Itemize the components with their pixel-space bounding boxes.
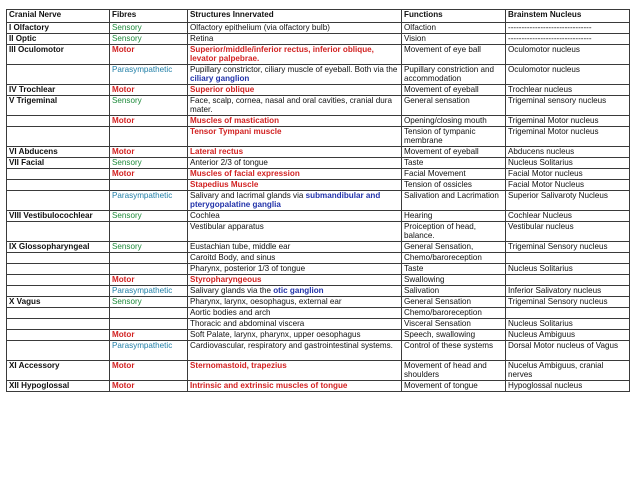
cell-fibre-type bbox=[110, 127, 188, 147]
cell-structures-innervated bbox=[188, 319, 402, 330]
structure-text: submandibular and pterygopalatine ganglia bbox=[190, 191, 381, 210]
cell-brainstem-nucleus: Nucleus Solitarius bbox=[506, 264, 630, 275]
cell-structures-innervated bbox=[188, 116, 402, 127]
table-row bbox=[7, 330, 630, 341]
cell-cranial-nerve: I Olfactory bbox=[7, 23, 110, 34]
cell-brainstem-nucleus: Vestibular nucleus bbox=[506, 222, 630, 242]
structure-text: otic ganglion bbox=[273, 286, 324, 295]
structure-text: ciliary ganglion bbox=[190, 74, 250, 84]
cell-brainstem-nucleus bbox=[506, 308, 630, 319]
structure-text: Stapedius Muscle bbox=[190, 180, 259, 189]
header-fibres: Fibres bbox=[110, 10, 188, 23]
cell-brainstem-nucleus: Nucleus Solitarius bbox=[506, 319, 630, 330]
cell-brainstem-nucleus: Nucleus Solitarius bbox=[506, 158, 630, 169]
cell-cranial-nerve bbox=[7, 341, 110, 361]
table-row bbox=[7, 127, 630, 147]
table-row bbox=[7, 264, 630, 275]
cell-cranial-nerve bbox=[7, 275, 110, 286]
cell-functions: Vision bbox=[402, 34, 506, 45]
cell-structures-innervated bbox=[188, 361, 402, 381]
cell-structures-innervated bbox=[188, 169, 402, 180]
table-row bbox=[7, 222, 630, 242]
cell-functions: Olfaction bbox=[402, 23, 506, 34]
structure-text: Face, scalp, cornea, nasal and oral cavities, cranial dura mater. bbox=[190, 96, 392, 115]
cell-cranial-nerve bbox=[7, 319, 110, 330]
cell-cranial-nerve bbox=[7, 330, 110, 341]
cell-fibre-type bbox=[110, 264, 188, 275]
cell-structures-innervated bbox=[188, 381, 402, 392]
cell-structures-innervated bbox=[188, 65, 402, 85]
structure-text: Lateral rectus bbox=[190, 147, 244, 156]
table-row bbox=[7, 211, 630, 222]
cell-fibre-type: Sensory bbox=[110, 242, 188, 253]
cell-functions: Hearing bbox=[402, 211, 506, 222]
cell-functions: Salivation bbox=[402, 286, 506, 297]
cell-structures-innervated bbox=[188, 85, 402, 96]
header-structures-innervated: Structures Innervated bbox=[188, 10, 402, 23]
structure-text: Styropharyngeous bbox=[190, 275, 262, 284]
cell-fibre-type: Motor bbox=[110, 381, 188, 392]
cell-cranial-nerve: IV Trochlear bbox=[7, 85, 110, 96]
cell-brainstem-nucleus: ------------------------------- bbox=[506, 34, 630, 45]
structure-text: Superior/middle/inferior rectus, inferior oblique, levator palpebrae. bbox=[190, 45, 374, 64]
structure-text: Pharynx, larynx, oesophagus, external ear bbox=[190, 297, 342, 306]
cell-fibre-type: Motor bbox=[110, 361, 188, 381]
table-row bbox=[7, 116, 630, 127]
cell-cranial-nerve: X Vagus bbox=[7, 297, 110, 308]
cell-structures-innervated bbox=[188, 308, 402, 319]
cell-brainstem-nucleus: Inferior Salivatory nucleus bbox=[506, 286, 630, 297]
cell-cranial-nerve: XI Accessory bbox=[7, 361, 110, 381]
table-row bbox=[7, 297, 630, 308]
cell-fibre-type: Sensory bbox=[110, 23, 188, 34]
table-row bbox=[7, 45, 630, 65]
cell-fibre-type: Motor bbox=[110, 169, 188, 180]
structure-text: Vestibular apparatus bbox=[190, 222, 264, 231]
cell-fibre-type bbox=[110, 308, 188, 319]
cell-cranial-nerve bbox=[7, 191, 110, 211]
cell-fibre-type: Parasympathetic bbox=[110, 341, 188, 361]
cell-cranial-nerve bbox=[7, 127, 110, 147]
cell-functions: Movement of eye ball bbox=[402, 45, 506, 65]
cell-fibre-type: Sensory bbox=[110, 158, 188, 169]
cell-cranial-nerve: V Trigeminal bbox=[7, 96, 110, 116]
cell-brainstem-nucleus: Trigeminal sensory nucleus bbox=[506, 96, 630, 116]
structure-text: Caroitd Body, and sinus bbox=[190, 253, 276, 262]
structure-text: Olfactory epithelium (via olfactory bulb) bbox=[190, 23, 330, 32]
table-body bbox=[7, 23, 630, 392]
structure-text: Intrinsic and extrinsic muscles of tongue bbox=[190, 381, 348, 390]
table-row bbox=[7, 308, 630, 319]
cell-structures-innervated bbox=[188, 330, 402, 341]
table-row bbox=[7, 85, 630, 96]
table-row bbox=[7, 319, 630, 330]
cell-fibre-type: Motor bbox=[110, 45, 188, 65]
cell-structures-innervated bbox=[188, 275, 402, 286]
structure-text: Thoracic and abdominal viscera bbox=[190, 319, 305, 328]
cell-structures-innervated bbox=[188, 147, 402, 158]
structure-text: Muscles of facial expression bbox=[190, 169, 300, 178]
structure-text: Retina bbox=[190, 34, 214, 43]
structure-text: Anterior 2/3 of tongue bbox=[190, 158, 268, 167]
cell-functions: Salivation and Lacrimation bbox=[402, 191, 506, 211]
table-row bbox=[7, 381, 630, 392]
cell-functions: General sensation bbox=[402, 96, 506, 116]
table-row bbox=[7, 147, 630, 158]
table-header-row bbox=[7, 10, 630, 23]
cell-brainstem-nucleus: Trochlear nucleus bbox=[506, 85, 630, 96]
table-row bbox=[7, 286, 630, 297]
structure-text: Aortic bodies and arch bbox=[190, 308, 271, 317]
cell-structures-innervated bbox=[188, 286, 402, 297]
cell-brainstem-nucleus: Dorsal Motor nucleus of Vagus bbox=[506, 341, 630, 361]
table-row bbox=[7, 65, 630, 85]
cell-functions: Visceral Sensation bbox=[402, 319, 506, 330]
cell-cranial-nerve bbox=[7, 222, 110, 242]
cell-brainstem-nucleus: Trigeminal Sensory nucleus bbox=[506, 297, 630, 308]
structure-text: Cardiovascular, respiratory and gastrointestinal systems. bbox=[190, 341, 393, 350]
table-row bbox=[7, 158, 630, 169]
cell-structures-innervated bbox=[188, 242, 402, 253]
cell-fibre-type: Motor bbox=[110, 275, 188, 286]
cell-functions: Swallowing bbox=[402, 275, 506, 286]
cell-cranial-nerve bbox=[7, 253, 110, 264]
table-row bbox=[7, 23, 630, 34]
cell-functions: Chemo/baroreception bbox=[402, 308, 506, 319]
table-row bbox=[7, 96, 630, 116]
cell-cranial-nerve: VI Abducens bbox=[7, 147, 110, 158]
cell-structures-innervated bbox=[188, 180, 402, 191]
cell-cranial-nerve: VIII Vestibulocochlear bbox=[7, 211, 110, 222]
cell-brainstem-nucleus: Trigeminal Motor nucleus bbox=[506, 116, 630, 127]
cell-structures-innervated bbox=[188, 211, 402, 222]
cell-structures-innervated bbox=[188, 253, 402, 264]
cell-functions: Facial Movement bbox=[402, 169, 506, 180]
structure-text: Pharynx, posterior 1/3 of tongue bbox=[190, 264, 306, 273]
cell-brainstem-nucleus: ------------------------------- bbox=[506, 23, 630, 34]
table-row bbox=[7, 361, 630, 381]
cell-functions: Tension of ossicles bbox=[402, 180, 506, 191]
cell-cranial-nerve: XII Hypoglossal bbox=[7, 381, 110, 392]
cell-cranial-nerve bbox=[7, 308, 110, 319]
cell-fibre-type: Sensory bbox=[110, 96, 188, 116]
cell-fibre-type bbox=[110, 253, 188, 264]
cell-functions: Tension of tympanic membrane bbox=[402, 127, 506, 147]
cell-brainstem-nucleus bbox=[506, 275, 630, 286]
cell-cranial-nerve bbox=[7, 180, 110, 191]
structure-text: Sternomastoid, trapezius bbox=[190, 361, 287, 370]
cell-structures-innervated bbox=[188, 341, 402, 361]
cell-structures-innervated bbox=[188, 96, 402, 116]
cell-brainstem-nucleus: Superior Salivaroty Nucleus bbox=[506, 191, 630, 211]
cell-brainstem-nucleus: Hypoglossal nucleus bbox=[506, 381, 630, 392]
cell-functions: Movement of eyeball bbox=[402, 85, 506, 96]
table-row bbox=[7, 191, 630, 211]
structure-text: Tensor Tympani muscle bbox=[190, 127, 282, 136]
structure-text: Muscles of mastication bbox=[190, 116, 280, 125]
cell-structures-innervated bbox=[188, 23, 402, 34]
cell-functions: Movement of head and shoulders bbox=[402, 361, 506, 381]
cell-cranial-nerve: VII Facial bbox=[7, 158, 110, 169]
table-row bbox=[7, 169, 630, 180]
cell-fibre-type: Motor bbox=[110, 85, 188, 96]
cell-brainstem-nucleus: Oculomotor nucleus bbox=[506, 45, 630, 65]
cell-brainstem-nucleus: Cochlear Nucleus bbox=[506, 211, 630, 222]
cell-cranial-nerve: IX Glossopharyngeal bbox=[7, 242, 110, 253]
table-row bbox=[7, 253, 630, 264]
cell-brainstem-nucleus: Trigeminal Motor nucleus bbox=[506, 127, 630, 147]
header-cranial-nerve: Cranial Nerve bbox=[7, 10, 110, 23]
cell-functions: General Sensation bbox=[402, 297, 506, 308]
header-brainstem-nucleus: Brainstem Nucleus bbox=[506, 10, 630, 23]
structure-text: Cochlea bbox=[190, 211, 220, 220]
structure-text: Salivary glands via the bbox=[190, 286, 274, 295]
cell-functions: Movement of eyeball bbox=[402, 147, 506, 158]
cell-fibre-type: Motor bbox=[110, 147, 188, 158]
cell-functions: Movement of tongue bbox=[402, 381, 506, 392]
cell-cranial-nerve: II Optic bbox=[7, 34, 110, 45]
cell-fibre-type bbox=[110, 319, 188, 330]
cranial-nerves-table-container bbox=[6, 9, 630, 392]
structure-text: Superior oblique bbox=[190, 85, 255, 94]
cell-brainstem-nucleus: Abducens nucleus bbox=[506, 147, 630, 158]
cell-structures-innervated bbox=[188, 191, 402, 211]
cell-brainstem-nucleus bbox=[506, 253, 630, 264]
cell-brainstem-nucleus: Nucleus Ambiguus bbox=[506, 330, 630, 341]
cell-cranial-nerve bbox=[7, 116, 110, 127]
cranial-nerves-table bbox=[6, 9, 630, 392]
cell-fibre-type: Parasympathetic bbox=[110, 65, 188, 85]
cell-fibre-type: Motor bbox=[110, 330, 188, 341]
cell-fibre-type: Parasympathetic bbox=[110, 191, 188, 211]
header-functions: Functions bbox=[402, 10, 506, 23]
cell-functions: Speech, swallowing bbox=[402, 330, 506, 341]
cell-fibre-type: Motor bbox=[110, 116, 188, 127]
cell-brainstem-nucleus: Facial Motor Nucleus bbox=[506, 180, 630, 191]
cell-cranial-nerve bbox=[7, 65, 110, 85]
cell-functions: Pupillary constriction and accommodation bbox=[402, 65, 506, 85]
structure-text: Salivary and lacrimal glands via bbox=[190, 191, 306, 200]
cell-structures-innervated bbox=[188, 264, 402, 275]
cell-structures-innervated bbox=[188, 34, 402, 45]
cell-cranial-nerve bbox=[7, 264, 110, 275]
table-row bbox=[7, 275, 630, 286]
cell-functions: Chemo/baroreception bbox=[402, 253, 506, 264]
table-row bbox=[7, 34, 630, 45]
cell-fibre-type: Sensory bbox=[110, 211, 188, 222]
structure-text: Eustachian tube, middle ear bbox=[190, 242, 291, 251]
structure-text: Pupillary constrictor, ciliary muscle of eyeball. Both via the bbox=[190, 65, 398, 74]
cell-functions: Opening/closing mouth bbox=[402, 116, 506, 127]
cell-brainstem-nucleus: Nucelus Ambiguus, cranial nerves bbox=[506, 361, 630, 381]
cell-fibre-type: Parasympathetic bbox=[110, 286, 188, 297]
cell-structures-innervated bbox=[188, 297, 402, 308]
table-row bbox=[7, 180, 630, 191]
cell-fibre-type bbox=[110, 180, 188, 191]
cell-structures-innervated bbox=[188, 45, 402, 65]
cell-fibre-type: Sensory bbox=[110, 297, 188, 308]
cell-structures-innervated bbox=[188, 158, 402, 169]
cell-structures-innervated bbox=[188, 222, 402, 242]
cell-brainstem-nucleus: Oculomotor nucleus bbox=[506, 65, 630, 85]
structure-text: Soft Palate, larynx, pharynx, upper oesophagus bbox=[190, 330, 361, 339]
table-row bbox=[7, 242, 630, 253]
cell-brainstem-nucleus: Facial Motor nucleus bbox=[506, 169, 630, 180]
cell-cranial-nerve bbox=[7, 169, 110, 180]
cell-functions: General Sensation, bbox=[402, 242, 506, 253]
cell-brainstem-nucleus: Trigeminal Sensory nucleus bbox=[506, 242, 630, 253]
cell-functions: Proiception of head, balance. bbox=[402, 222, 506, 242]
cell-fibre-type bbox=[110, 222, 188, 242]
cell-fibre-type: Sensory bbox=[110, 34, 188, 45]
cell-functions: Taste bbox=[402, 264, 506, 275]
cell-functions: Control of these systems bbox=[402, 341, 506, 361]
cell-functions: Taste bbox=[402, 158, 506, 169]
cell-cranial-nerve: III Oculomotor bbox=[7, 45, 110, 65]
cell-structures-innervated bbox=[188, 127, 402, 147]
table-row bbox=[7, 341, 630, 361]
cell-cranial-nerve bbox=[7, 286, 110, 297]
